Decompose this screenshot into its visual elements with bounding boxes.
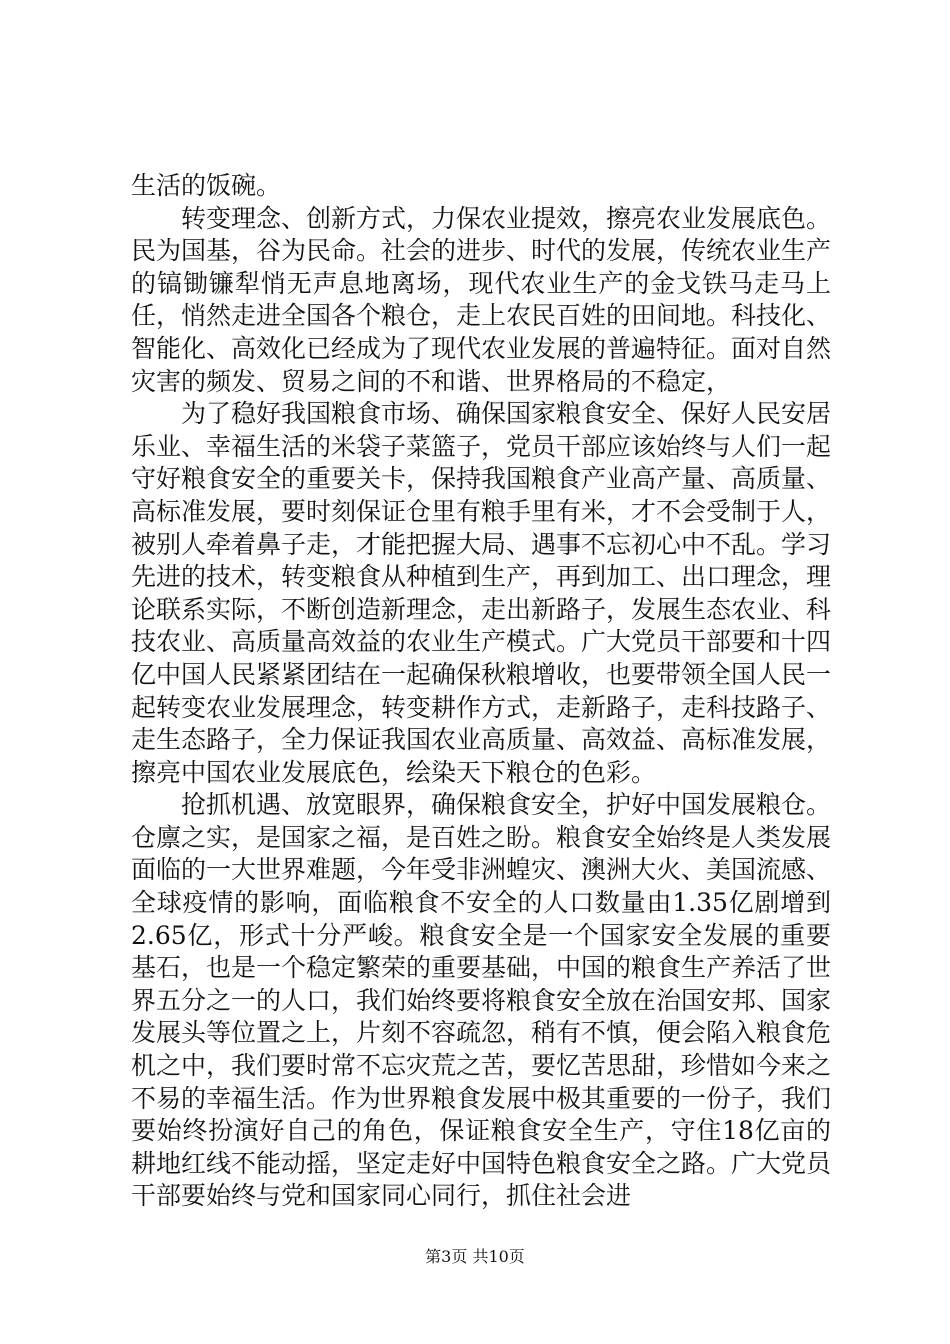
paragraph-agri-transformation: 转变理念、创新方式，力保农业提效，擦亮农业发展底色。民为国基，谷为民命。社会的进步、时代的发展，传统农业生产的镐锄镰犁悄无声息地离场，现代农业生产的金戈铁马走马上任，悄然走进全国各个粮仓，走上农民百姓的田间地。科技化、智能化、高效化已经成为了现代农业发展的普遍特征。面对自然灾害的频发、贸易之间的不和谐、世界格局的不稳定， [131,203,832,396]
paragraph-food-security: 抢抓机遇、放宽眼界，确保粮食安全，护好中国发展粮仓。仓廪之实，是国家之福，是百姓之盼。粮食安全始终是人类发展面临的一大世界难题，今年受非洲蝗灾、澳洲大火、美国流感、全球疫情的影响，面临粮食不安全的人口数量由1.35亿剧增到2.65亿，形式十分严峻。粮食安全是一个国家安全发展的重要基石，也是一个稳定繁荣的重要基础，中国的粮食生产养活了世界五分之一的人口，我们始终要将粮食安全放在治国安邦、国家发展头等位置之上，片刻不容疏忽，稍有不慎，便会陷入粮食危机之中，我们要时常不忘灾荒之苦，要忆苦思甜，珍惜如今来之不易的幸福生活。作为世界粮食发展中极其重要的一份子，我们要始终扮演好自己的角色，保证粮食安全生产，守住18亿亩的耕地红线不能动摇，坚定走好中国特色粮食安全之路。广大党员干部要始终与党和国家同心同行，抓住社会进 [131,790,832,1211]
paragraph-continuation: 生活的饭碗。 [131,171,282,200]
page-number-footer: 第3页 共10页 [425,1247,525,1266]
document-body [131,170,831,1213]
paragraph-grain-market: 为了稳好我国粮食市场、确保国家粮食安全、保好人民安居乐业、幸福生活的米袋子菜篮子，党员干部应该始终与人们一起守好粮食安全的重要关卡，保持我国粮食产业高产量、高质量、高标准发展，要时刻保证仓里有粮手里有米，才不会受制于人，被别人牵着鼻子走，才能把握大局、遇事不忘初心中不乱。学习先进的技术，转变粮食从种植到生产，再到加工、出口理念，理论联系实际，不断创造新理念，走出新路子，发展生态农业、科技农业、高质量高效益的农业生产模式。广大党员干部要和十四亿中国人民紧紧团结在一起确保秋粮增收，也要带领全国人民一起转变农业发展理念，转变耕作方式，走新路子，走科技路子、走生态路子，全力保证我国农业高质量、高效益、高标准发展，擦亮中国农业发展底色，绘染天下粮仓的色彩。 [131,399,832,787]
